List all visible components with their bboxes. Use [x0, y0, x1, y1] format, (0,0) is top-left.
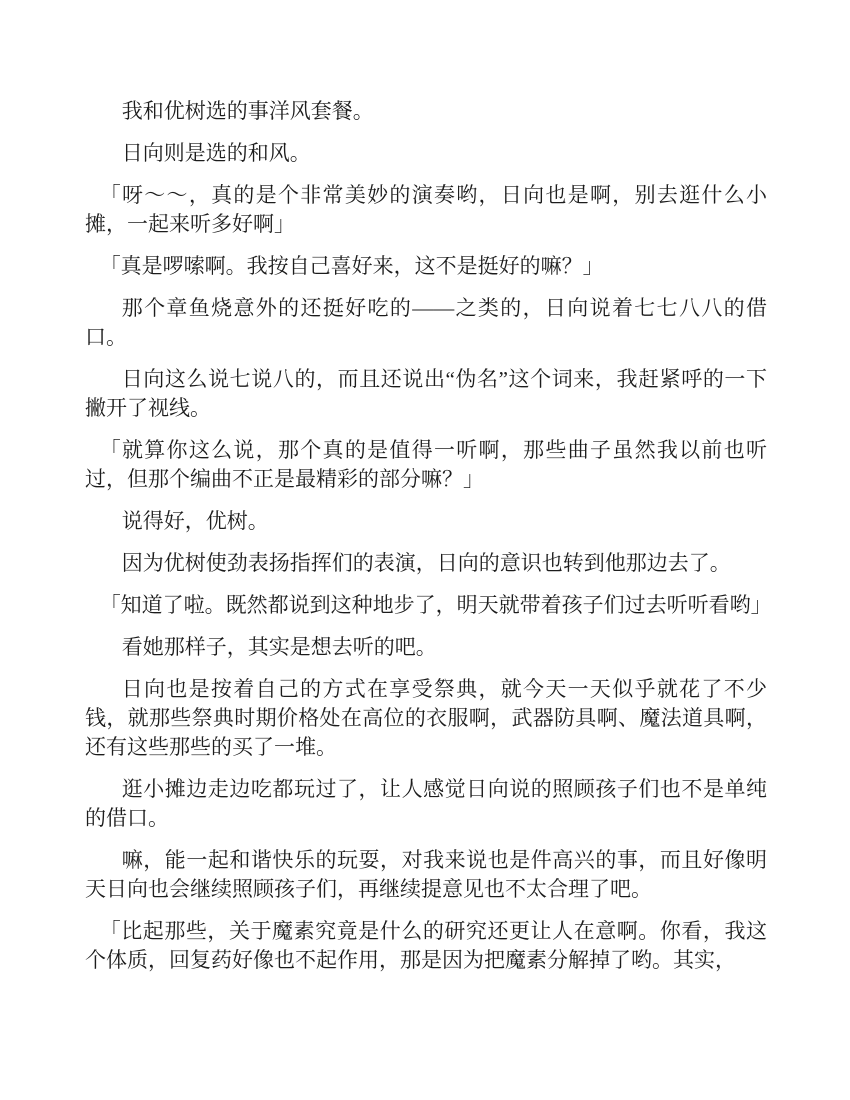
paragraph: 「比起那些，关于魔素究竟是什么的研究还更让人在意啊。你看，我这个体质，回复药好像也不起作用，那是因为把魔素分解掉了哟。其实，	[85, 919, 767, 972]
paragraph: 「知道了啦。既然都说到这种地步了，明天就带着孩子们过去听听看哟」	[99, 593, 772, 617]
paragraph: 我和优树选的事洋风套餐。	[121, 99, 374, 123]
paragraph: 逛小摊边走边吃都玩过了，让人感觉日向说的照顾孩子们也不是单纯的借口。	[85, 777, 767, 830]
paragraph: 嘛，能一起和谐快乐的玩耍，对我来说也是件高兴的事，而且好像明天日向也会继续照顾孩子们，再继续提意见也不太合理了吧。	[85, 848, 767, 901]
paragraph: 看她那样子，其实是想去听的吧。	[121, 635, 437, 659]
paragraph: 因为优树使劲表扬指挥们的表演，日向的意识也转到他那边去了。	[121, 551, 731, 575]
paragraph: 「真是啰嗦啊。我按自己喜好来，这不是挺好的嘛？」	[99, 254, 604, 278]
paragraph: 那个章鱼烧意外的还挺好吃的——之类的，日向说着七七八八的借口。	[85, 296, 767, 349]
paragraph: 日向也是按着自己的方式在享受祭典，就今天一天似乎就花了不少钱，就那些祭典时期价格处在高位的衣服啊，武器防具啊、魔法道具啊，还有这些那些的买了一堆。	[85, 677, 767, 759]
text-block	[85, 97, 772, 988]
paragraph: 日向这么说七说八的，而且还说出“伪名”这个词来，我赶紧呼的一下撇开了视线。	[85, 367, 767, 420]
paragraph: 「呀～～，真的是个非常美妙的演奏哟，日向也是啊，别去逛什么小摊，一起来听多好啊」	[85, 183, 767, 236]
paragraph: 说得好，优树。	[121, 509, 269, 533]
paragraph: 「就算你这么说，那个真的是值得一听啊，那些曲子虽然我以前也听过，但那个编曲不正是最精彩的部分嘛？」	[85, 438, 767, 491]
paragraph: 日向则是选的和风。	[121, 141, 311, 165]
